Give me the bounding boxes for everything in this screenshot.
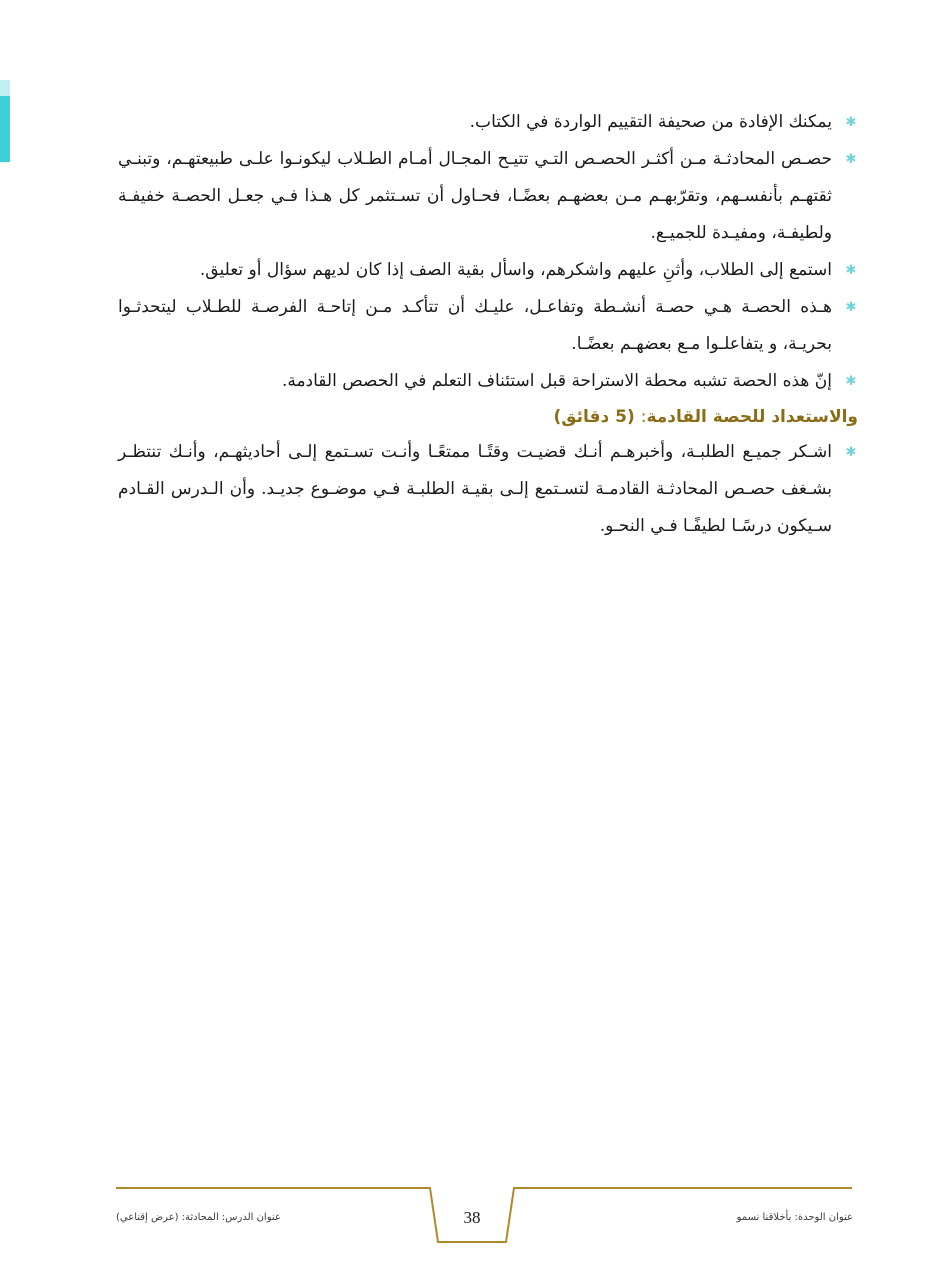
bullet-item (118, 434, 858, 545)
star-bullet-icon: ✱ (845, 300, 857, 315)
bullet-list-bottom (118, 434, 858, 545)
star-bullet-icon: ✱ (845, 115, 857, 130)
bullet-item (118, 289, 858, 363)
star-bullet-icon: ✱ (845, 374, 857, 389)
bullet-item (118, 252, 858, 289)
unit-title: عنوان الوحدة: بأخلاقنا نسمو (736, 1212, 853, 1223)
bullet-text: هـذه الحصـة هـي حصـة أنشـطة وتفاعـل، عليـك أن تتأكـد مـن إتاحـة الفرصـة للطـلاب ليتحدثـوا بحريـة، و يتفاعلـوا مـع بعضهـم بعضًـا. (118, 297, 832, 354)
section-duration: (5 دقائق) (553, 407, 635, 427)
page-number: 38 (463, 1208, 481, 1227)
side-tab-marker (0, 80, 10, 162)
bullet-text: اشـكر جميـع الطلبـة، وأخبرهـم أنـك قضيـت وقتًـا ممتعًـا وأنـت تسـتمع إلـى أحاديثهـم، وأنـك تنتظـر بشـغف حصـص المحادثـة القادمـة لتسـتمع إلـى بقيـة الطلبـة فـي موضـوع جديـد. وأن الـدرس القـادم سـيكون درسًـا لطيفًـا فـي النحـو. (118, 442, 832, 536)
bullet-text: إنّ هذه الحصة تشبه محطة الاستراحة قبل استئناف التعلم في الحصص القادمة. (281, 371, 832, 391)
star-bullet-icon: ✱ (845, 445, 857, 460)
section-heading (118, 400, 858, 434)
lesson-title: عنوان الدرس: المحادثة: (عرض إقناعي) (116, 1212, 281, 1223)
page-footer (0, 1180, 945, 1250)
bullet-item (118, 363, 858, 400)
bullet-item (118, 104, 858, 141)
bullet-list-top (118, 104, 858, 400)
bullet-item (118, 141, 858, 252)
star-bullet-icon: ✱ (845, 152, 857, 167)
bullet-text: حصـص المحادثـة مـن أكثـر الحصـص التـي تتيـح المجـال أمـام الطـلاب ليكونـوا علـى طبيعتهـم، وتبنـي ثقتهـم بأنفسـهم، وتقرّبهـم مـن بعضهـم بعضًـا، فحـاول أن تسـتثمر كل هـذا فـي جعـل الحصـة خفيفـة ولطيفـة، ومفيـدة للجميـع. (118, 149, 833, 243)
section-heading-text: والاستعداد للحصة القادمة (646, 407, 858, 427)
section-heading-separator: : (640, 407, 647, 427)
page-content (118, 104, 858, 545)
bullet-text: استمع إلى الطلاب، وأثنِ عليهم واشكرهم، واسأل بقية الصف إذا كان لديهم سؤال أو تعليق. (199, 260, 832, 280)
star-bullet-icon: ✱ (845, 263, 857, 278)
bullet-text: يمكنك الإفادة من صحيفة التقييم الواردة في الكتاب. (469, 112, 832, 132)
